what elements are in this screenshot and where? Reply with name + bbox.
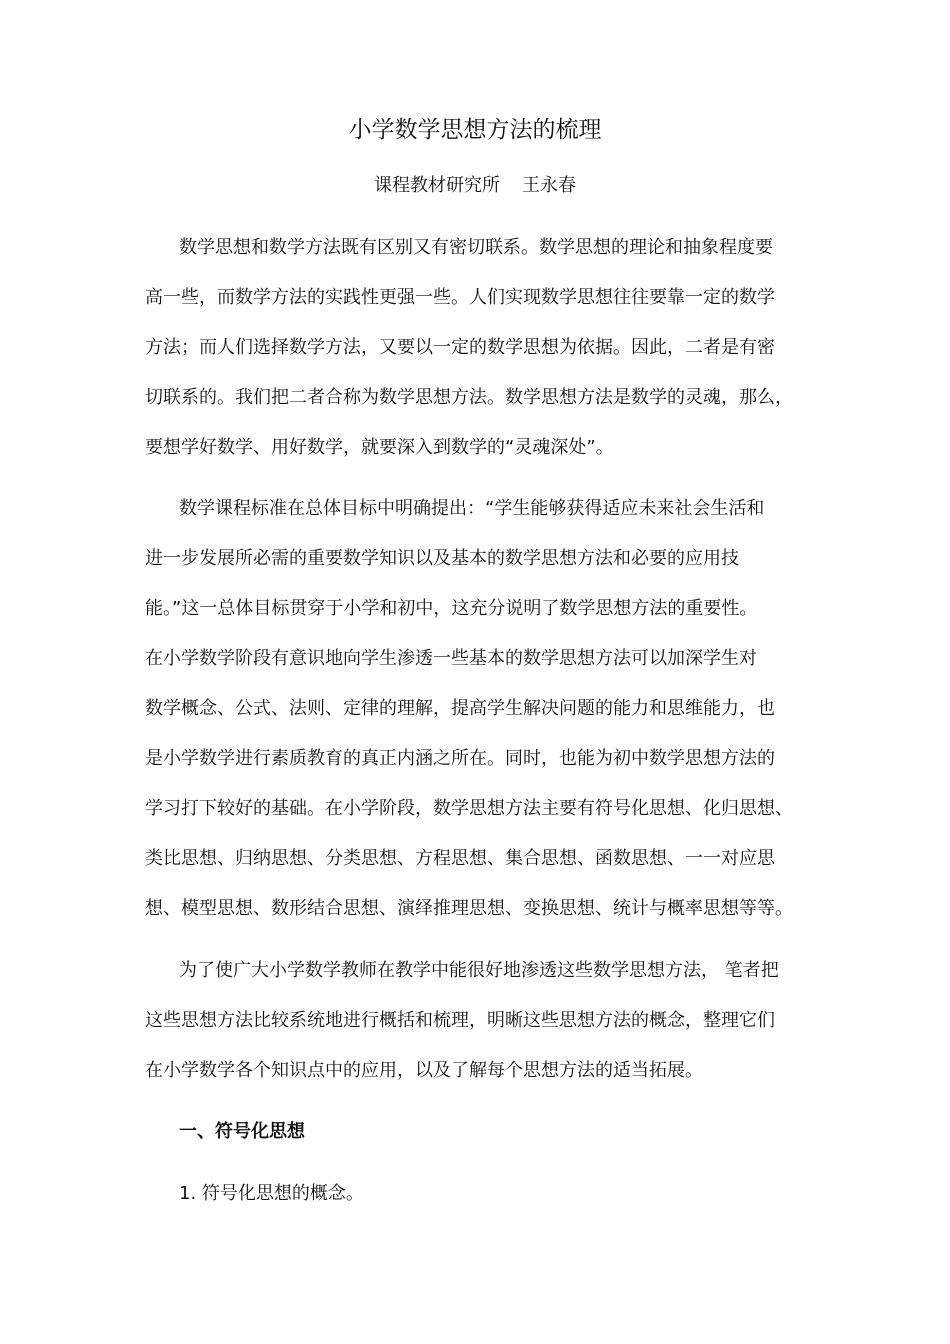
section-heading: 一、符号化思想	[179, 1121, 305, 1142]
paragraph-line: 能。”这一总体目标贯穿于小学和初中，这充分说明了数学思想方法的重要性。	[145, 598, 758, 619]
paragraph-line: 在小学数学阶段有意识地向学生渗透一些基本的数学思想方法可以加深学生对	[145, 648, 757, 669]
paragraph-line: 数学思想和数学方法既有区别又有密切联系。数学思想的理论和抽象程度要	[179, 237, 773, 258]
author-name: 王永春	[522, 175, 576, 196]
paragraph-line: 方法；而人们选择数学方法，又要以一定的数学思想为依据。因此，二者是有密	[145, 337, 775, 358]
document-title: 小学数学思想方法的梳理	[348, 117, 602, 143]
paragraph-line: 在小学数学各个知识点中的应用，以及了解每个思想方法的适当拓展。	[145, 1060, 703, 1081]
paragraph-line: 为了使广大小学数学教师在教学中能很好地渗透这些数学思想方法， 笔者把	[179, 960, 779, 981]
paragraph-line: 数学概念、公式、法则、定律的理解，提高学生解决问题的能力和思维能力，也	[145, 698, 775, 719]
paragraph-line: 进一步发展所必需的重要数学知识以及基本的数学思想方法和必要的应用技	[145, 548, 739, 569]
paragraph-line: 这些思想方法比较系统地进行概括和梳理，明晰这些思想方法的概念，整理它们	[145, 1010, 775, 1031]
subsection-heading: 1. 符号化思想的概念。	[179, 1183, 364, 1204]
paragraph-line: 类比思想、归纳思想、分类思想、方程思想、集合思想、函数思想、一一对应思	[145, 848, 775, 869]
paragraph-line: 切联系的。我们把二者合称为数学思想方法。数学思想方法是数学的灵魂，那么，	[145, 387, 793, 408]
author-line	[0, 172, 950, 200]
paragraph-line: 数学课程标准在总体目标中明确提出：“学生能够获得适应未来社会生活和	[179, 498, 765, 519]
paragraph-line: 要想学好数学、用好数学，就要深入到数学的“灵魂深处”。	[145, 437, 614, 458]
paragraph-line: 是小学数学进行素质教育的真正内涵之所在。同时，也能为初中数学思想方法的	[145, 748, 775, 769]
paragraph-line: 想、模型思想、数形结合思想、演绎推理思想、变换思想、统计与概率思想等等。	[145, 898, 793, 919]
author-affiliation: 课程教材研究所	[374, 175, 500, 196]
paragraph-line: 高一些，而数学方法的实践性更强一些。人们实现数学思想往往要靠一定的数学	[145, 287, 775, 308]
paragraph-line: 学习打下较好的基础。在小学阶段，数学思想方法主要有符号化思想、化归思想、	[145, 798, 793, 819]
